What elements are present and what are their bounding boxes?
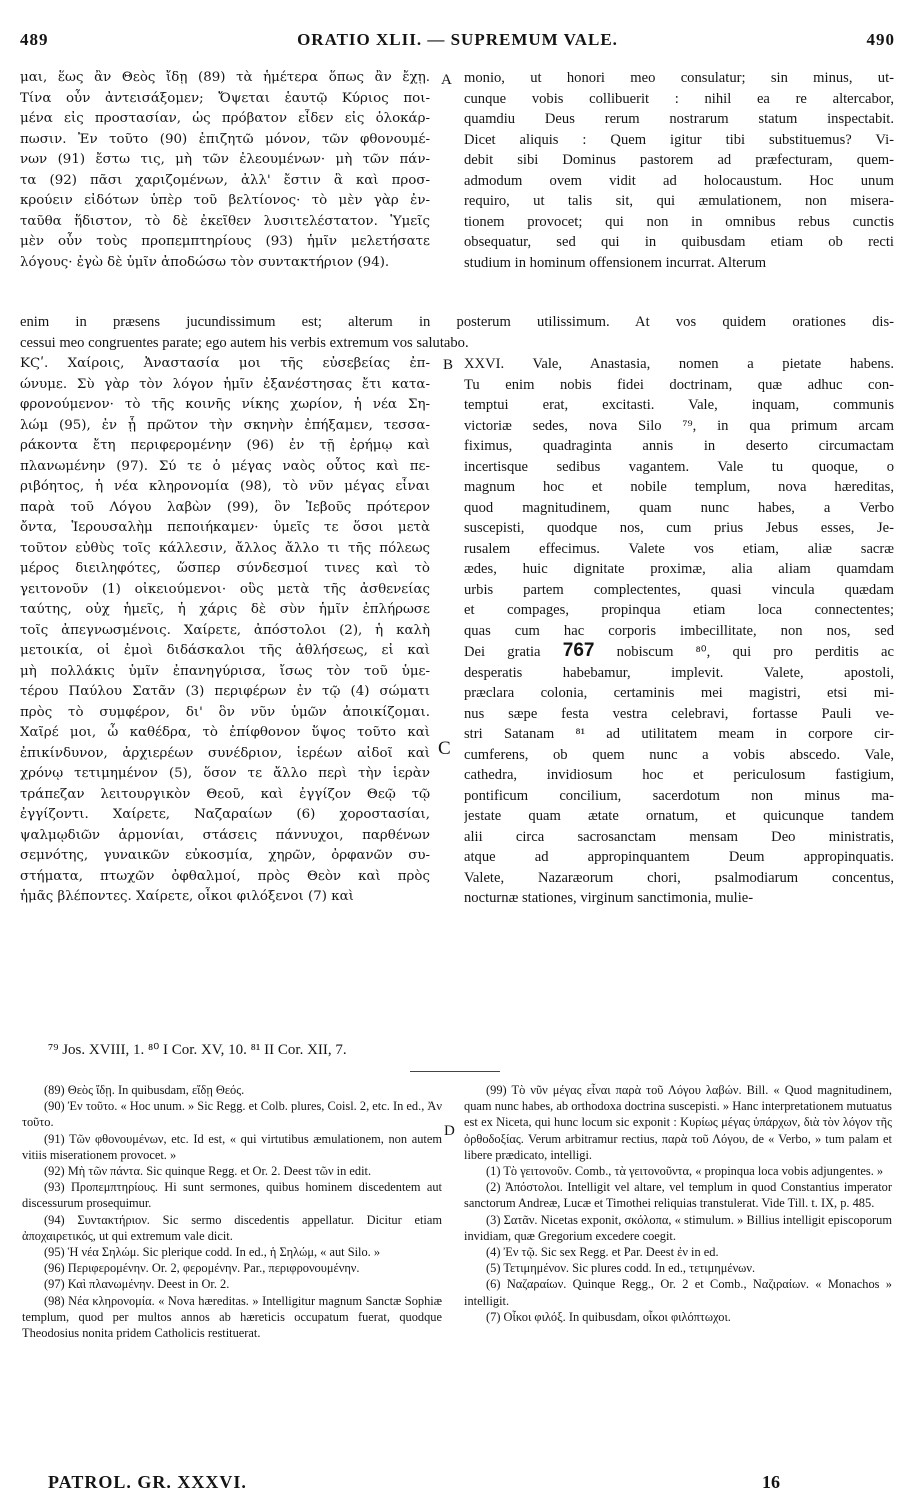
greek-text-line: ταύτης, οὐχ ἡμεῖς, ἡ χάρις δὲ σὺν ἡμῖν ἐπλήρωσε xyxy=(20,602,430,617)
latin-text-line: cumferens, ob quem nunc a vobis abscedo. Vale, xyxy=(464,746,894,763)
note-text: Ἡ νέα Σηλώμ. Sic plerique codd. In ed., ἡ Σηλώμ, « aut Silo. » xyxy=(67,1245,381,1260)
note-text: Τετιμημένον. Sic plures codd. In ed., τετιμημένων. xyxy=(503,1261,756,1276)
column-page-number: 767 xyxy=(562,641,595,661)
latin-text-line: XXVI. Vale, Anastasia, nomen a pietate habens. xyxy=(464,356,894,372)
greek-text-line: χρόνῳ τετιμημένον (5), ὅσον τε ἄλλο περὶ τὴν ἱερὰν xyxy=(20,766,430,781)
greek-text-line: πλανωμένην (97). Σύ τε ὁ μέγας ναὸς οὗτος καὶ πε- xyxy=(20,458,430,474)
editorial-note xyxy=(22,1260,442,1276)
greek-text-line: φρονούμενον· τὸ τῆς κοινῆς νίκης χωρίον, ἡ νέα Ση- xyxy=(20,397,430,412)
greek-text-line: πρὸς τὸ συμφέρον, δι' ὃν νῦν ὑμῶν ἀποικίζομαι. xyxy=(20,704,430,720)
page-number-right: 490 xyxy=(866,30,895,49)
latin-text-line: cunque vobis collibuerit : nihil ea re altercabor, xyxy=(464,90,894,107)
margin-marker-b: B xyxy=(443,357,454,373)
latin-text-line: nus sæpe festa vestra celebravi, fortasse Pauli ve- xyxy=(464,705,894,722)
latin-text-line: requiro, ut talis sit, qui æmulationem, non misera- xyxy=(464,193,894,209)
editorial-note xyxy=(464,1260,892,1276)
footnote-divider xyxy=(410,1071,500,1072)
margin-marker-a: A xyxy=(441,72,452,88)
note-number: (96) xyxy=(44,1261,68,1276)
note-text: Σατᾶν. Nicetas exponit, σκόλοπα, « stimulum. » Billius intelligit episcoporum invidiam, quæ Gregorium excedere coegit. xyxy=(464,1212,892,1243)
editorial-note xyxy=(464,1244,892,1260)
full-width-line: cessui meo congruentes parate; ego autem his verbis extremum vos salutabo. xyxy=(20,334,469,351)
note-number: (2) xyxy=(486,1180,505,1195)
latin-text-line: temptui erat, excitasti. Vale, inquam, communis xyxy=(464,397,894,413)
latin-text-line: pontificum concilium, sacerdotum non minus ma- xyxy=(464,787,894,804)
greek-text-line: ράκοντα ἔτη περιφερομένην (96) ἐν τῇ ἐρήμῳ καὶ xyxy=(20,438,430,453)
note-text: Περιφερομένην. Or. 2, φερομένην. Par., περιφρονουμένην. xyxy=(67,1261,360,1276)
note-number: (95) xyxy=(44,1245,68,1260)
note-text: Ἐν τοῦτο. « Hoc unum. » Sic Regg. et Colb. plures, Coisl. 2, etc. In ed., Ἀν τοῦτο. xyxy=(22,1099,442,1130)
editorial-note xyxy=(464,1179,892,1211)
latin-text-line: urbis partem complectentes, quasi vincula quædam xyxy=(464,581,894,598)
note-number: (3) xyxy=(486,1212,504,1227)
greek-text-line: μὲν οὖν τοὺς προπεμπτηρίους (93) ἡμῖν μελετήσατε xyxy=(20,234,430,249)
full-width-text xyxy=(20,312,894,353)
page-header xyxy=(20,30,895,60)
notes-left-column xyxy=(22,1082,442,1341)
greek-text-line: νων (91) ἔστω τις, μὴ τῶν ἐλεουμένων· μὴ τῶν πάν- xyxy=(20,152,430,167)
note-text: Συντακτήριον. Sic sermo discedentis appellatur. Dicitur etiam ἀποχαιρετικός, ut qui extremum vale dicit. xyxy=(22,1212,442,1243)
note-number: (7) xyxy=(486,1309,504,1324)
latin-text-line: tionem provocet; qui non in omnibus rebus cunctis xyxy=(464,213,894,230)
greek-text-line: μὴ πολλάκις ὑμῖν ἐπανηγύρισα, ἴσως τὸν τοῦ ὑμε- xyxy=(20,663,430,679)
latin-column-2 xyxy=(464,354,894,909)
margin-marker-c: C xyxy=(438,738,451,759)
note-number: (5) xyxy=(486,1261,504,1276)
greek-text-line: ἡμᾶς βλέποντες. Χαίρετε, οἶκοι φιλόξενοι (7) καὶ xyxy=(20,889,354,904)
editorial-note xyxy=(464,1309,892,1325)
note-text: Καὶ πλανωμένην. Deest in Or. 2. xyxy=(67,1277,230,1292)
note-text: Τὸ νῦν μέγας εἶναι παρὰ τοῦ Λόγου λαβών. Bill. « Quod magnitudinem, quam nunc habes, ab orthodoxa doctrina suscepisti. » Hanc interpretationem mutuatus est ex Niceta, qui hunc locum sic exponit : Κυρίως μέγας ὑπάρχων, διὰ τὸν λόγον τῆς ὀρθοδοξίας. Verum arbitramur rectius, παρὰ τοῦ Λόγου, de « Verbo, » tum palam et libere prædicato, intelligi. xyxy=(464,1083,892,1162)
note-text: Ἐν τῷ. Sic sex Regg. et Par. Deest ἐν in ed. xyxy=(503,1245,719,1260)
note-text: Προπεμπτηρίους. Hi sunt sermones, quibus hominem discedentem aut discessurum prosequimur. xyxy=(22,1180,442,1211)
latin-text-line: Dicet aliquis : Quem igitur tibi substituemus? Vi- xyxy=(464,131,894,148)
latin-text-line: Dei gratia 767 nobiscum ⁸⁰, qui pro perditis ac xyxy=(464,641,894,661)
greek-text-line: τράπεζαν λειτουργικὸν Θεοῦ, καὶ ἐγγίζον Θεῷ τῷ xyxy=(20,786,430,802)
latin-text-line: quamdiu Deus rerum nostrarum statum inspectabit. xyxy=(464,111,894,127)
greek-text-line: μετοικία, οἱ ἐμοὶ διδάσκαλοι τῆς ἀθλήσεως, εἰ καὶ xyxy=(20,643,430,658)
note-number: (89) xyxy=(44,1083,68,1097)
latin-text-line: monio, ut honori meo consulatur; sin minus, ut- xyxy=(464,70,894,86)
latin-text-line: atque ad appropinquantem Deum appropinquatis. xyxy=(464,849,894,865)
greek-text-line: μαι, ἕως ἂν Θεὸς ἴδῃ (89) τὰ ἡμέτερα ὅπως ἂν ἔχῃ. xyxy=(20,70,430,85)
greek-text-line: ταῦθα ἥδιστον, τὸ δὲ ἐκεῖθεν λυσιτελέστατον. Ὑμεῖς xyxy=(20,213,430,229)
latin-text-line: et compages, propinqua etiam loca connectentes; xyxy=(464,602,894,618)
latin-text-line: ædes, huic dignitate proximæ, alia aliam quamdam xyxy=(464,561,894,577)
note-number: (1) xyxy=(486,1164,504,1179)
note-number: (93) xyxy=(44,1180,71,1195)
greek-text-line: τα (92) πᾶσι χαριζομένων, ἀλλ' ἔστιν ἃ καὶ προσ- xyxy=(20,172,430,188)
scripture-references: ⁷⁹ Jos. XVIII, 1. ⁸⁰ I Cor. XV, 10. ⁸¹ II Cor. XII, 7. xyxy=(48,1042,347,1058)
greek-text-line: λόγους· ἐγὼ δὲ ὑμῖν ἀποδώσω τὸν συντακτήριον (94). xyxy=(20,254,390,270)
greek-text-line: Χαῖρέ μοι, ὦ καθέδρα, τὸ ἐπίφθονον ὕψος τοῦτο καὶ xyxy=(20,725,430,740)
greek-column-1 xyxy=(20,68,430,273)
note-number: (91) xyxy=(44,1131,70,1146)
latin-text-line: desperatis habebamur, implevit. Valete, apostoli, xyxy=(464,664,894,681)
editorial-note xyxy=(464,1163,892,1179)
latin-text-line: quas cum hac corporis imbecillitate, non nos, sed xyxy=(464,622,894,639)
greek-text-line: ἐπικίνδυνον, ἀρχιερέων συνέδριον, ἱερέων αἰδοῖ καὶ xyxy=(20,745,430,761)
editorial-note xyxy=(22,1098,442,1130)
greek-text-line: ὄντα, Ἱερουσαλὴμ πεποιήκαμεν· ὑμεῖς τε ὅσοι μετὰ xyxy=(20,520,430,535)
note-text: Οἶκοι φιλόξ. In quibusdam, οἶκοι φιλόπτωχοι. xyxy=(503,1309,731,1324)
latin-text-line: obsequatur, sed qui in quibusdam etiam ob recti xyxy=(464,234,894,250)
editorial-note xyxy=(22,1276,442,1292)
latin-text-line: rusalem effecimus. Valete vos etiam, aliæ sacræ xyxy=(464,540,894,557)
latin-text-line: stri Satanam ⁸¹ ad utilitatem meam in corpore cir- xyxy=(464,726,894,742)
editorial-note xyxy=(464,1082,892,1163)
note-number: (97) xyxy=(44,1277,68,1292)
greek-text-line: τοῖς ἀπεγνωσμένοις. Χαίρετε, ἀπόστολοι (2), ἡ καλὴ xyxy=(20,622,430,638)
latin-text-line: quod magnitudinem, quam nunc habes, a Verbo xyxy=(464,499,894,516)
greek-text-line: ΚϚʹ. Χαίροις, Ἀναστασία μοι τῆς εὐσεβείας ἐπ- xyxy=(20,356,430,371)
editorial-note xyxy=(22,1244,442,1260)
latin-text-line: fiximus, quadraginta annis in deserto circumactam xyxy=(464,438,894,454)
margin-marker-d: D xyxy=(444,1123,455,1139)
greek-text-line: παρὰ τοῦ Λόγου λαβὼν (99), ὃν Ἰεβοῦς πρότερον xyxy=(20,499,430,515)
editorial-note xyxy=(464,1276,892,1308)
note-text: Νέα κληρονομία. « Nova hæreditas. » Intelligitur magnum Sanctæ Sophiæ templum, quod per multos annos ab hæreticis occupatum fuerat, quodque Theodosius nonita pridem Catholicis restituerat. xyxy=(22,1293,442,1341)
note-text: Τὸ γειτονοῦν. Comb., τὰ γειτονοῦντα, « propinqua loca vobis adjungentes. » xyxy=(503,1164,884,1179)
greek-text-line: σεμνότης, γυναικῶν εὐκοσμία, χηρῶν, ὀρφανῶν συ- xyxy=(20,848,430,863)
greek-text-line: ριβόητος, ἡ νέα κληρονομία (98), τὸ νῦν μέγας εἶναι xyxy=(20,479,430,494)
latin-text-line: suscepisti, quodque nos, cum prius Jebus esses, Je- xyxy=(464,520,894,536)
note-text: Τῶν φθονουμένων, etc. Id est, « qui virtutibus æmulationem, non autem vitiis miserationem provocet. » xyxy=(22,1131,442,1162)
note-number: (98) xyxy=(44,1293,69,1308)
full-width-line: enim in præsens jucundissimum est; alterum in posterum utilissimum. At vos quidem orationes dis- xyxy=(20,314,894,330)
greek-text-line: γειτονοῦν (1) οἰκειούμενοι· οὓς μετὰ τῆς ἀσθενείας xyxy=(20,581,430,597)
latin-text-line: Valete, Nazaræorum chori, psalmodiarum concentus, xyxy=(464,869,894,886)
notes-right-column xyxy=(464,1082,892,1325)
latin-text-line: nocturnæ stationes, virginum sanctimonia, mulie- xyxy=(464,890,754,906)
note-number: (4) xyxy=(486,1245,504,1260)
greek-column-2 xyxy=(20,354,430,908)
editorial-note xyxy=(22,1212,442,1244)
editorial-note xyxy=(22,1293,442,1342)
footer-signature: 16 xyxy=(762,1472,780,1492)
latin-text-line: præclara colonia, certaminis mei magistri, etsi mi- xyxy=(464,685,894,701)
note-number: (94) xyxy=(44,1212,78,1227)
latin-column-1 xyxy=(464,68,894,273)
editorial-note xyxy=(22,1082,442,1098)
latin-text-line: victoriæ sedes, nova Silo ⁷⁹, in qua primum arcam xyxy=(464,417,894,434)
note-number: (90) xyxy=(44,1099,68,1114)
greek-text-line: τοῦτον εὐθὺς τοῖς κάλλεσιν, ἄλλος ἄλλο τι τῆς πόλεως xyxy=(20,540,430,556)
note-number: (92) xyxy=(44,1164,68,1179)
greek-text-line: κρούειν εἰδότων ὑπὲρ τοῦ βελτίονος· τὸ μὲν γὰρ ἐν- xyxy=(20,193,430,208)
greek-text-line: πωσιν. Ἐν τοῦτο (90) ἐπιζητῶ μόνον, τῶν φθονουμέ- xyxy=(20,131,430,147)
latin-text-line: admodum ovem vidit ad holocaustum. Hoc unum xyxy=(464,172,894,189)
greek-text-line: μένα εἰς προστασίαν, ὡς πρόβατον εἶδεν εἰς ὁλοκάρ- xyxy=(20,111,430,126)
editorial-note xyxy=(22,1179,442,1211)
editorial-note xyxy=(464,1212,892,1244)
latin-text-line: cathedra, invidiosum hoc et periculosum fastigium, xyxy=(464,767,894,783)
note-text: Ναζαραίων. Quinque Regg., Or. 2 et Comb., Ναζιραίων. « Monachos » intelligit. xyxy=(464,1277,893,1308)
running-title: ORATIO XLII. — SUPREMUM VALE. xyxy=(297,30,618,49)
latin-text-line: studium in hominum offensionem incurrat. Alterum xyxy=(464,254,767,271)
greek-text-line: τέρου Παύλου Σατᾶν (3) περιφέρων ἐν τῷ (4) σώματι xyxy=(20,684,430,699)
greek-text-line: ἐγγίζοντι. Χαίρετε, Ναζαραίων (6) χοροστασίαι, xyxy=(20,807,430,822)
greek-text-line: λώμ (95), ἐν ᾗ πρῶτον τὴν σκηνὴν ἐπήξαμεν, τεσσα- xyxy=(20,417,430,433)
editorial-note xyxy=(22,1163,442,1179)
latin-text-line: jestate quam ætate ornatum, et quicunque tandem xyxy=(464,808,894,824)
page-number-left: 489 xyxy=(20,30,49,49)
greek-text-line: στήματα, πτωχῶν ὀφθαλμοί, πρὸς Θεὸν καὶ πρὸς xyxy=(20,868,430,884)
footer-volume: PATROL. GR. XXXVI. xyxy=(48,1472,247,1492)
latin-text-line: Tu enim nobis fidei doctrinam, quæ adhuc con- xyxy=(464,376,894,393)
latin-text-line: incertisque sedibus vagantem. Vale tu quoque, o xyxy=(464,458,894,475)
editorial-note xyxy=(22,1131,442,1163)
greek-text-line: ώνυμε. Σὺ γὰρ τὸν λόγον ἡμῖν ἐξανέστησας ἔτι κατα- xyxy=(20,376,430,392)
latin-text-line: alii circa sacrosanctam mensam Deo ministratis, xyxy=(464,828,894,845)
note-number: (6) xyxy=(486,1277,507,1292)
greek-text-line: ψαλμῳδιῶν ἁρμονίαι, στάσεις πάννυχοι, παρθένων xyxy=(20,827,430,843)
note-number: (99) xyxy=(486,1083,512,1097)
greek-text-line: Τίνα οὖν ἀντεισάξομεν; Ὄψεται ἑαυτῷ Κύριος ποι- xyxy=(20,90,430,106)
note-text: Θεὸς ἴδῃ. In quibusdam, εἴδῃ Θεός. xyxy=(67,1083,245,1097)
note-text: Μὴ τῶν πάντα. Sic quinque Regg. et Or. 2. Deest τῶν in edit. xyxy=(67,1164,372,1179)
greek-text-line: μέρος διειληφότες, ὥσπερ σύνδεσμοί τινες καὶ τὸ xyxy=(20,561,430,576)
note-text: Ἀπόστολοι. Intelligit vel altare, vel templum in quod Constantius imperator sanctorum Andreæ, Lucæ et Timothei reliquias transtulerat. Vide Till. t. IX, p. 485. xyxy=(464,1180,892,1211)
latin-text-line: magnum hoc et nobile templum, nova hæreditas, xyxy=(464,479,894,495)
latin-text-line: debit sibi Dominus pastorem ad præfecturam, quem- xyxy=(464,152,894,168)
